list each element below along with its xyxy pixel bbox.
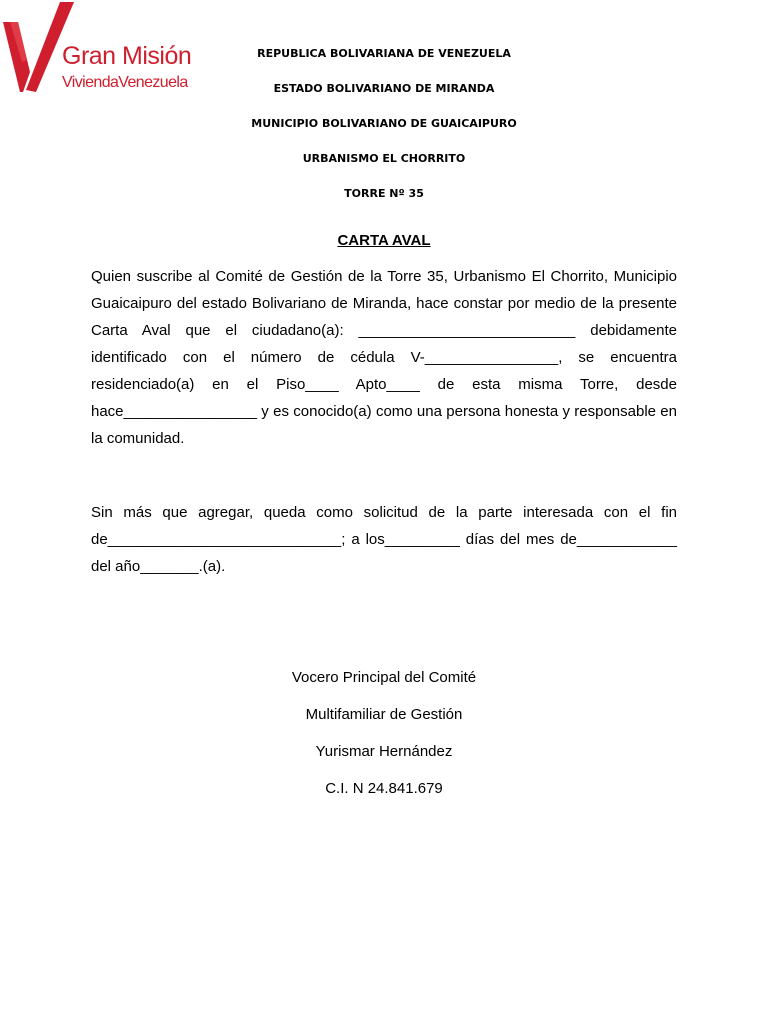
signature-committee: Multifamiliar de Gestión <box>305 706 463 723</box>
header-tower: TORRE Nº 35 <box>344 187 424 200</box>
logo-subtitle: ViviendaVenezuela <box>62 74 188 91</box>
paragraph1-line: Quien suscribe al Comité de Gestión de la Torre 35, Urbanismo El Chorrito, Municipio <box>91 268 677 285</box>
header-state: ESTADO BOLIVARIANO DE MIRANDA <box>273 82 495 95</box>
paragraph1-line: identificado con el número de cédula V-________________, se encuentra <box>91 349 677 366</box>
signature-role: Vocero Principal del Comité <box>291 669 477 686</box>
paragraph1-line: la comunidad. <box>91 430 185 447</box>
header-republic: REPUBLICA BOLIVARIANA DE VENEZUELA <box>257 47 511 60</box>
header-municipality: MUNICIPIO BOLIVARIANO DE GUAICAIPURO <box>251 117 517 130</box>
paragraph2-line: Sin más que agregar, queda como solicitud de la parte interesada con el fin <box>91 504 677 521</box>
signature-name: Yurismar Hernández <box>315 743 453 760</box>
paragraph1-line: residenciado(a) en el Piso____ Apto____ de esta misma Torre, desde <box>91 376 677 393</box>
paragraph2-line: de____________________________; a los_________ días del mes de____________ <box>91 531 677 548</box>
paragraph2-line: del año_______.(a). <box>91 558 226 575</box>
logo-title: Gran Misión <box>62 42 192 70</box>
paragraph1-line: Guaicaipuro del estado Bolivariano de Miranda, hace constar por medio de la presente <box>91 295 677 312</box>
paragraph1-line: Carta Aval que el ciudadano(a): __________________________ debidamente <box>91 322 677 339</box>
header-urbanism: URBANISMO EL CHORRITO <box>302 152 466 165</box>
signature-id: C.I. N 24.841.679 <box>325 780 443 797</box>
document-title: CARTA AVAL <box>337 232 431 249</box>
paragraph1-line: hace________________ y es conocido(a) como una persona honesta y responsable en <box>91 403 677 420</box>
